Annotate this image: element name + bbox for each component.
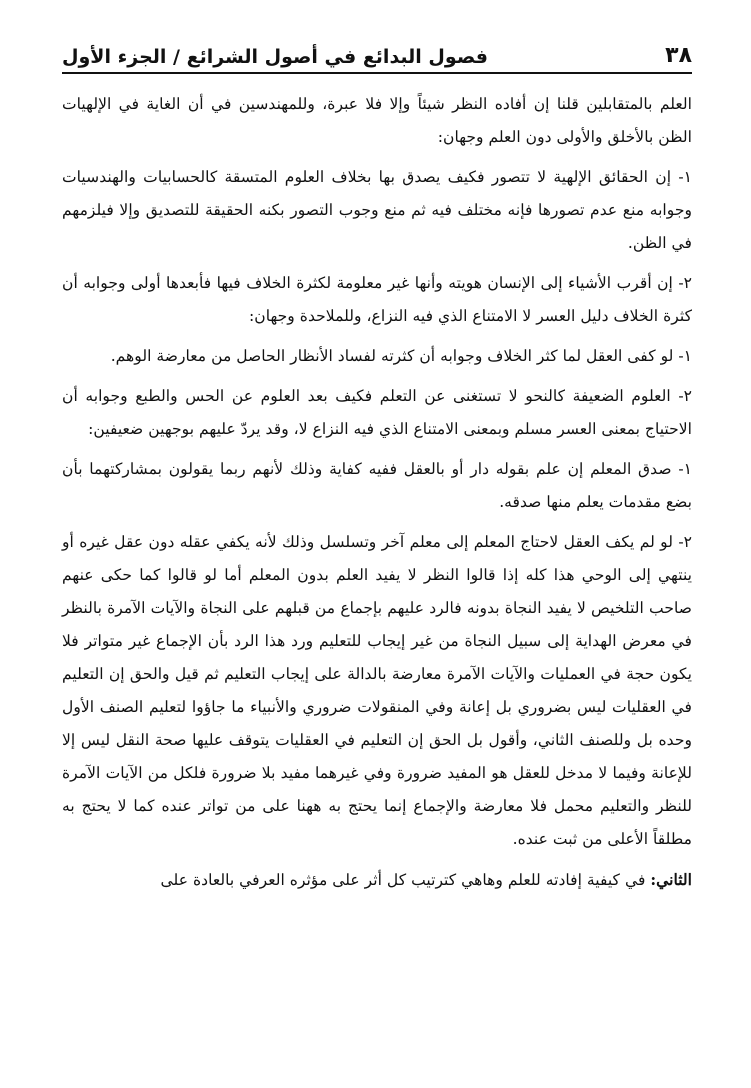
paragraph: ٢- لو لم يكف العقل لاحتاج المعلم إلى معلم آخر وتسلسل وذلك لأنه يكفي عقله دون عقل غيره أو ينتهي إلى الوحي هذا كله إذا قالوا النظر لا يفيد العلم بدون المعلم أما لو قالوا كما حكى عنهم صاحب التلخيص لا يفيد النجاة بدونه فالرد عليهم بإجماع من قبلهم على النجاة والآيات الآمرة بالنظر في معرض الهداية إلى سبيل النجاة من غير إيجاب للتعليم ورد هذا الرد بأن الإجماع غير متواتر فلا يكون حجة في العمليات والآيات الآمرة معارضة بالدالة على إيجاب التعليم ثم قيل والحق إن التعليم في العقليات ليس بضروري بل إعانة وفي المنقولات ضروري والأنبياء ما جاؤوا لتعليم الصنف الأول وحده بل وللصنف الثاني، وأقول بل الحق إن التعليم في العقليات يتوقف عليها صحة النقل ليس إلا للإعانة وفيما لا مدخل للعقل هو المفيد ضرورة وفي غيرهما مفيد بلا ضرورة فلكل من الآيات الآمرة للنظر والتعليم محمل فلا معارضة والإجماع إنما يحتج به ههنا على من تواتر عنده كما لا يحتج به مطلقاً الأعلى من ثبت عنده. xyxy=(62,533,692,848)
last-paragraph-text: في كيفية إفادته للعلم وهاهي كترتيب كل أثر على مؤثره العرفي بالعادة على xyxy=(160,871,651,889)
section-lead: الثاني: xyxy=(650,870,692,889)
paragraph: ٢- إن أقرب الأشياء إلى الإنسان هويته وأنها غير معلومة لكثرة الخلاف فيها فأبعدها أولى وجوابه أن كثرة الخلاف دليل العسر لا الامتناع الذي فيه النزاع، وللملاحدة وجهان: xyxy=(62,274,692,325)
page-header xyxy=(62,28,692,74)
paragraph: ١- إن الحقائق الإلهية لا تتصور فكيف يصدق بها بخلاف العلوم المتسقة كالحسابيات والهندسيات وجوابه منع عدم تصورها فإنه مختلف فيه ثم منع وجوب التصور بكنه الحقيقة للتصديق وإلا فيلزمهم في الظن. xyxy=(62,168,692,252)
page-number: ٣٨ xyxy=(665,43,692,68)
paragraph: ١- لو كفى العقل لما كثر الخلاف وجوابه أن كثرته لفساد الأنظار الحاصل من معارضة الوهم. xyxy=(110,347,692,365)
paragraph: العلم بالمتقابلين قلنا إن أفاده النظر شيئاً وإلا فلا عبرة، وللمهندسين في أن الغاية في الإلهيات الظن بالأخلق والأولى دون العلم وجهان: xyxy=(62,95,692,146)
running-title: فصول البدائع في أصول الشرائع / الجزء الأول xyxy=(62,46,488,68)
last-paragraph xyxy=(62,863,692,897)
paragraph: ٢- العلوم الضعيفة كالنحو لا تستغنى عن التعلم فكيف بعد العلوم عن الحس والطبع وجوابه أن الاحتياج بمعنى العسر مسلم وبمعنى الامتناع الذي فيه النزاع لا، وقد يردّ عليهم بوجهين ضعيفين: xyxy=(62,387,692,438)
paragraph: ١- صدق المعلم إن علم بقوله دار أو بالعقل ففيه كفاية وذلك لأنهم ربما يقولون بمشاركتهما بأن بضع مقدمات يعلم منها صدقه. xyxy=(62,460,692,511)
book-page xyxy=(62,28,692,913)
page-body xyxy=(62,88,692,897)
